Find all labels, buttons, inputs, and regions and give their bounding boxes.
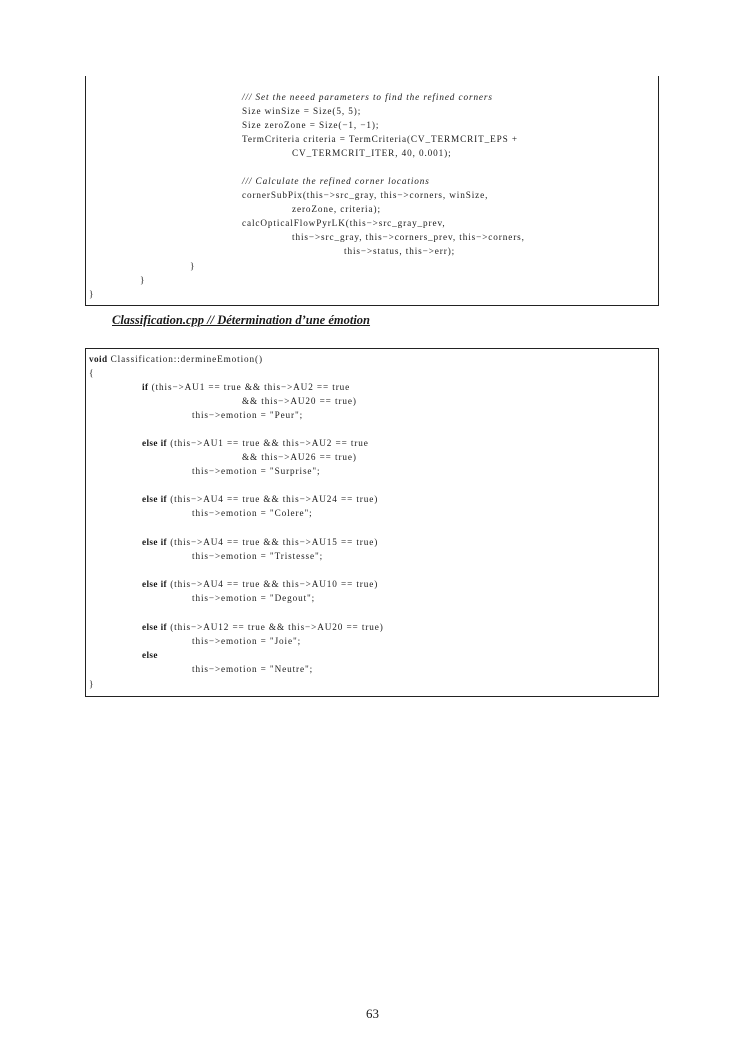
code-text: (this−>AU1 == true && this−>AU2 == true: [151, 382, 351, 392]
code-text: (this−>AU4 == true && this−>AU15 == true): [170, 537, 379, 547]
code-line: this−>emotion = "Degout";: [192, 593, 316, 603]
code-line: cornerSubPix(this−>src_gray, this−>corners, winSize,: [242, 190, 489, 200]
code-line: }: [89, 679, 95, 689]
code-listing-top: [85, 76, 659, 306]
code-line: this−>emotion = "Joie";: [192, 636, 302, 646]
code-line: /// Calculate the refined corner locations: [242, 176, 430, 186]
code-line: this−>emotion = "Colere";: [192, 508, 313, 518]
code-line: /// Set the neeed parameters to find the refined corners: [242, 92, 493, 102]
code-line: this−>src_gray, this−>corners_prev, this−>corners,: [292, 232, 525, 242]
code-line: [142, 437, 369, 449]
code-line: [142, 578, 378, 590]
keyword: else if: [142, 537, 167, 547]
code-text: (this−>AU4 == true && this−>AU10 == true): [170, 579, 379, 589]
keyword: else if: [142, 438, 167, 448]
code-line: Size winSize = Size(5, 5);: [242, 106, 362, 116]
code-text: Classification::dermineEmotion(): [110, 354, 263, 364]
code-line: this−>emotion = "Tristesse";: [192, 551, 324, 561]
code-line: [142, 493, 378, 505]
code-line: TermCriteria criteria = TermCriteria(CV_TERMCRIT_EPS +: [242, 134, 518, 144]
code-line: }: [190, 261, 196, 271]
page-number: 63: [366, 1006, 379, 1021]
code-line: zeroZone, criteria);: [292, 204, 381, 214]
code-line: [142, 381, 350, 393]
code-line: CV_TERMCRIT_ITER, 40, 0.001);: [292, 148, 452, 158]
keyword: else if: [142, 494, 167, 504]
code-line: this−>emotion = "Surprise";: [192, 466, 321, 476]
code-line: && this−>AU20 == true): [242, 396, 357, 406]
code-line: [89, 353, 263, 365]
code-line: {: [89, 368, 95, 378]
keyword: else if: [142, 579, 167, 589]
keyword: void: [89, 354, 108, 364]
code-line: }: [140, 275, 146, 285]
code-listing-bottom: [85, 348, 659, 697]
code-line: Size zeroZone = Size(−1, −1);: [242, 120, 380, 130]
code-line: this−>emotion = "Peur";: [192, 410, 304, 420]
code-line: && this−>AU26 == true): [242, 452, 357, 462]
keyword: else: [142, 650, 158, 660]
keyword: else if: [142, 622, 167, 632]
code-text: (this−>AU12 == true && this−>AU20 == true): [170, 622, 384, 632]
code-text: (this−>AU1 == true && this−>AU2 == true: [170, 438, 369, 448]
code-line: this−>status, this−>err);: [344, 246, 456, 256]
code-line: [142, 649, 158, 661]
code-line: [142, 621, 384, 633]
listing-caption: Classification.cpp // Détermination d’une émotion: [112, 313, 371, 327]
code-line: }: [89, 289, 95, 299]
code-line: calcOpticalFlowPyrLK(this−>src_gray_prev,: [242, 218, 446, 228]
code-line: [142, 536, 378, 548]
code-text: (this−>AU4 == true && this−>AU24 == true): [170, 494, 379, 504]
code-line: this−>emotion = "Neutre";: [192, 664, 314, 674]
keyword: if: [142, 382, 149, 392]
